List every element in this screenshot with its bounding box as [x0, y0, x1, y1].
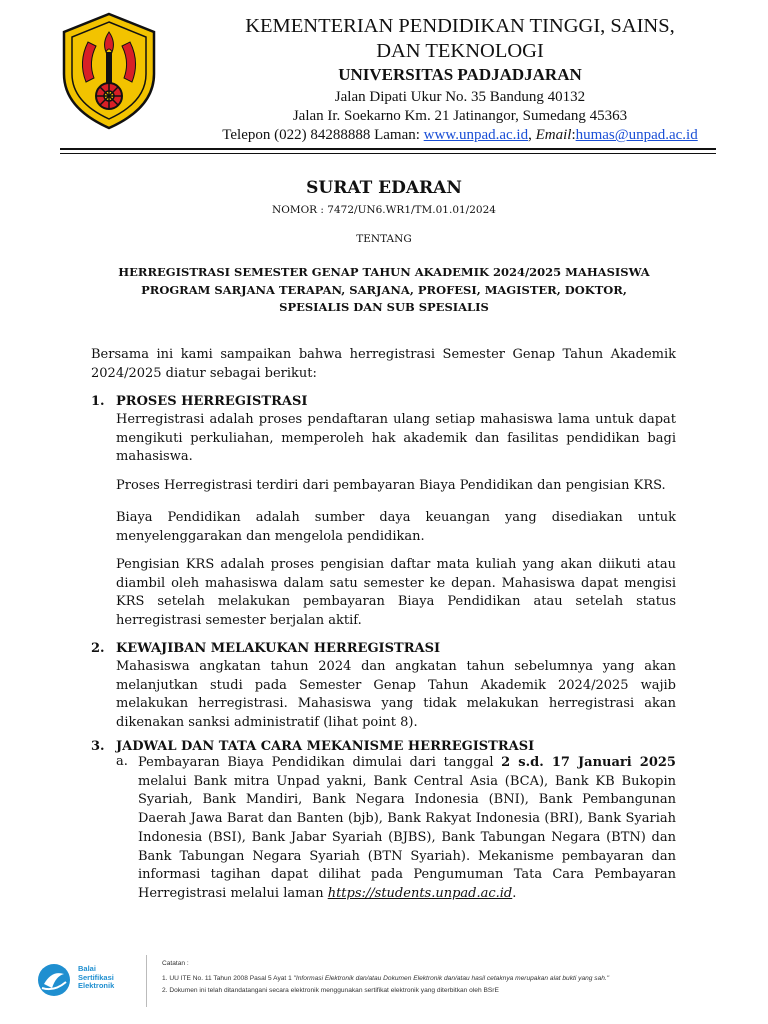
- section-1-heading: PROSES HERREGISTRASI: [116, 394, 308, 409]
- address-bandung: Jalan Dipati Ukur No. 35 Bandung 40132: [334, 89, 586, 105]
- item-a-text-after: melalui Bank mitra Unpad yakni, Bank Central Asia (BCA), Bank KB Bukopin Syariah, Bank Mandiri, Bank Negara Indonesia (BNI), Bank Pembangunan Daerah Jawa Barat dan Banten (bjb), Bank Rakyat Indonesia (BRI), Bank Syariah Indonesia (BSI), Bank Jabar Syariah (BJBS), Bank Tabungan Negara (BTN) dan Bank Tabungan Negara Syariah (BTN Syariah). Mekanisme pembayaran dan informasi tagihan dapat dilihat pada Pengumuman Tata Cara Pembayaran Herregistrasi melalui laman: [138, 773, 676, 901]
- bsre-line-3: Elektronik: [78, 981, 115, 990]
- document-title: SURAT EDARAN: [306, 178, 462, 198]
- section-3-item-a-text: [138, 754, 676, 904]
- email-link[interactable]: humas@unpad.ac.id: [575, 127, 698, 143]
- section-3-heading: JADWAL DAN TATA CARA MEKANISME HERREGISTRASI: [116, 739, 535, 754]
- address-jatinangor: Jalan Ir. Soekarno Km. 21 Jatinangor, Sumedang 45363: [292, 108, 628, 124]
- bsre-line-2: Sertifikasi: [78, 972, 114, 982]
- note-1-plain: 1. UU ITE No. 11 Tahun 2008 Pasal 5 Ayat 1: [162, 975, 294, 982]
- subject-line-2: PROGRAM SARJANA TERAPAN, SARJANA, PROFESI, MAGISTER, DOKTOR,: [141, 282, 627, 297]
- phone-text: Telepon (022) 84288888 Laman:: [222, 127, 420, 143]
- intro-paragraph: Bersama ini kami sampaikan bahwa herregistrasi Semester Genap Tahun Akademik 2024/2025 diatur sebagai berikut:: [91, 347, 676, 381]
- email-label: Email: [535, 127, 572, 143]
- footer-catatan-label: Catatan :: [162, 960, 189, 967]
- ministry-name-line2: DAN TEKNOLOGI: [376, 40, 544, 62]
- students-portal-link[interactable]: https://students.unpad.ac.id: [327, 885, 513, 901]
- item-a-text-before: Pembayaran Biaya Pendidikan dimulai dari tanggal: [138, 755, 502, 770]
- section-2-heading: KEWAJIBAN MELAKUKAN HERREGISTRASI: [116, 641, 441, 656]
- contact-line: Telepon (022) 84288888 Laman: www.unpad.ac.id, Email:humas@unpad.ac.id: [222, 127, 698, 143]
- subject-line-3: SPESIALIS DAN SUB SPESIALIS: [279, 300, 489, 314]
- section-1-paragraph-1: Herregistrasi adalah proses pendaftaran ulang setiap mahasiswa lama untuk dapat mengikuti perkuliahan, memperoleh hak akademik dan fasilitas pendidikan bagi mahasiswa.: [116, 412, 676, 465]
- ministry-name-line1: KEMENTERIAN PENDIDIKAN TINGGI, SAINS,: [245, 15, 675, 37]
- document-number: NOMOR : 7472/UN6.WR1/TM.01.01/2024: [272, 204, 496, 216]
- tentang-label: TENTANG: [356, 233, 412, 245]
- document-subject: [60, 264, 708, 317]
- section-2-number: 2.: [91, 641, 105, 656]
- note-1-quote: "Informasi Elektronik dan/atau Dokumen Elektronik dan/atau hasil cetaknya merupakan alat bukti yang sah.": [293, 975, 610, 982]
- letterhead-rule-thick: [60, 148, 716, 150]
- section-1-number: 1.: [91, 394, 105, 409]
- letterhead-rule-thin: [60, 153, 716, 154]
- footer-divider: [146, 955, 147, 1007]
- section-2-paragraph-1: Mahasiswa angkatan tahun 2024 dan angkatan tahun sebelumnya yang akan melanjutkan studi pada Semester Genap Tahun Akademik 2024/2025 wajib melakukan herregistrasi. Mahasiswa yang tidak melakukan herregistrasi akan dikenakan sanksi administratif (lihat point 8).: [116, 659, 676, 731]
- item-a-date-range: 2 s.d. 17 Januari 2025: [501, 755, 676, 770]
- bsre-logo-icon: [36, 962, 72, 998]
- university-name: UNIVERSITAS PADJADJARAN: [338, 65, 582, 84]
- section-3-item-a-label: a.: [116, 754, 128, 769]
- subject-line-1: HERREGISTRASI SEMESTER GENAP TAHUN AKADEMIK 2024/2025 MAHASISWA: [118, 265, 650, 279]
- section-1-paragraph-3: Biaya Pendidikan adalah sumber daya keuangan yang disediakan untuk menyelenggarakan dan mengelola pendidikan.: [116, 510, 676, 544]
- unpad-crest-icon: [58, 12, 160, 130]
- section-1-paragraph-2: Proses Herregistrasi terdiri dari pembayaran Biaya Pendidikan dan pengisian KRS.: [116, 478, 666, 493]
- bsre-name: [78, 965, 114, 991]
- bsre-line-1: Balai: [78, 964, 96, 973]
- footer-note-2: 2. Dokumen ini telah ditandatangani secara elektronik menggunakan sertifikat elektronik yang diterbitkan oleh BSrE: [162, 987, 499, 994]
- footer-note-1: [162, 975, 609, 982]
- item-a-text-end: .: [512, 885, 517, 901]
- website-link[interactable]: www.unpad.ac.id: [423, 127, 529, 143]
- section-3-number: 3.: [91, 739, 105, 754]
- section-1-paragraph-4: Pengisian KRS adalah proses pengisian daftar mata kuliah yang akan diikuti atau diambil oleh mahasiswa dalam satu semester ke depan. Mahasiswa dapat mengisi KRS setelah melakukan pembayaran Biaya Pendidikan atau setelah status herregistrasi semester berjalan aktif.: [116, 557, 676, 629]
